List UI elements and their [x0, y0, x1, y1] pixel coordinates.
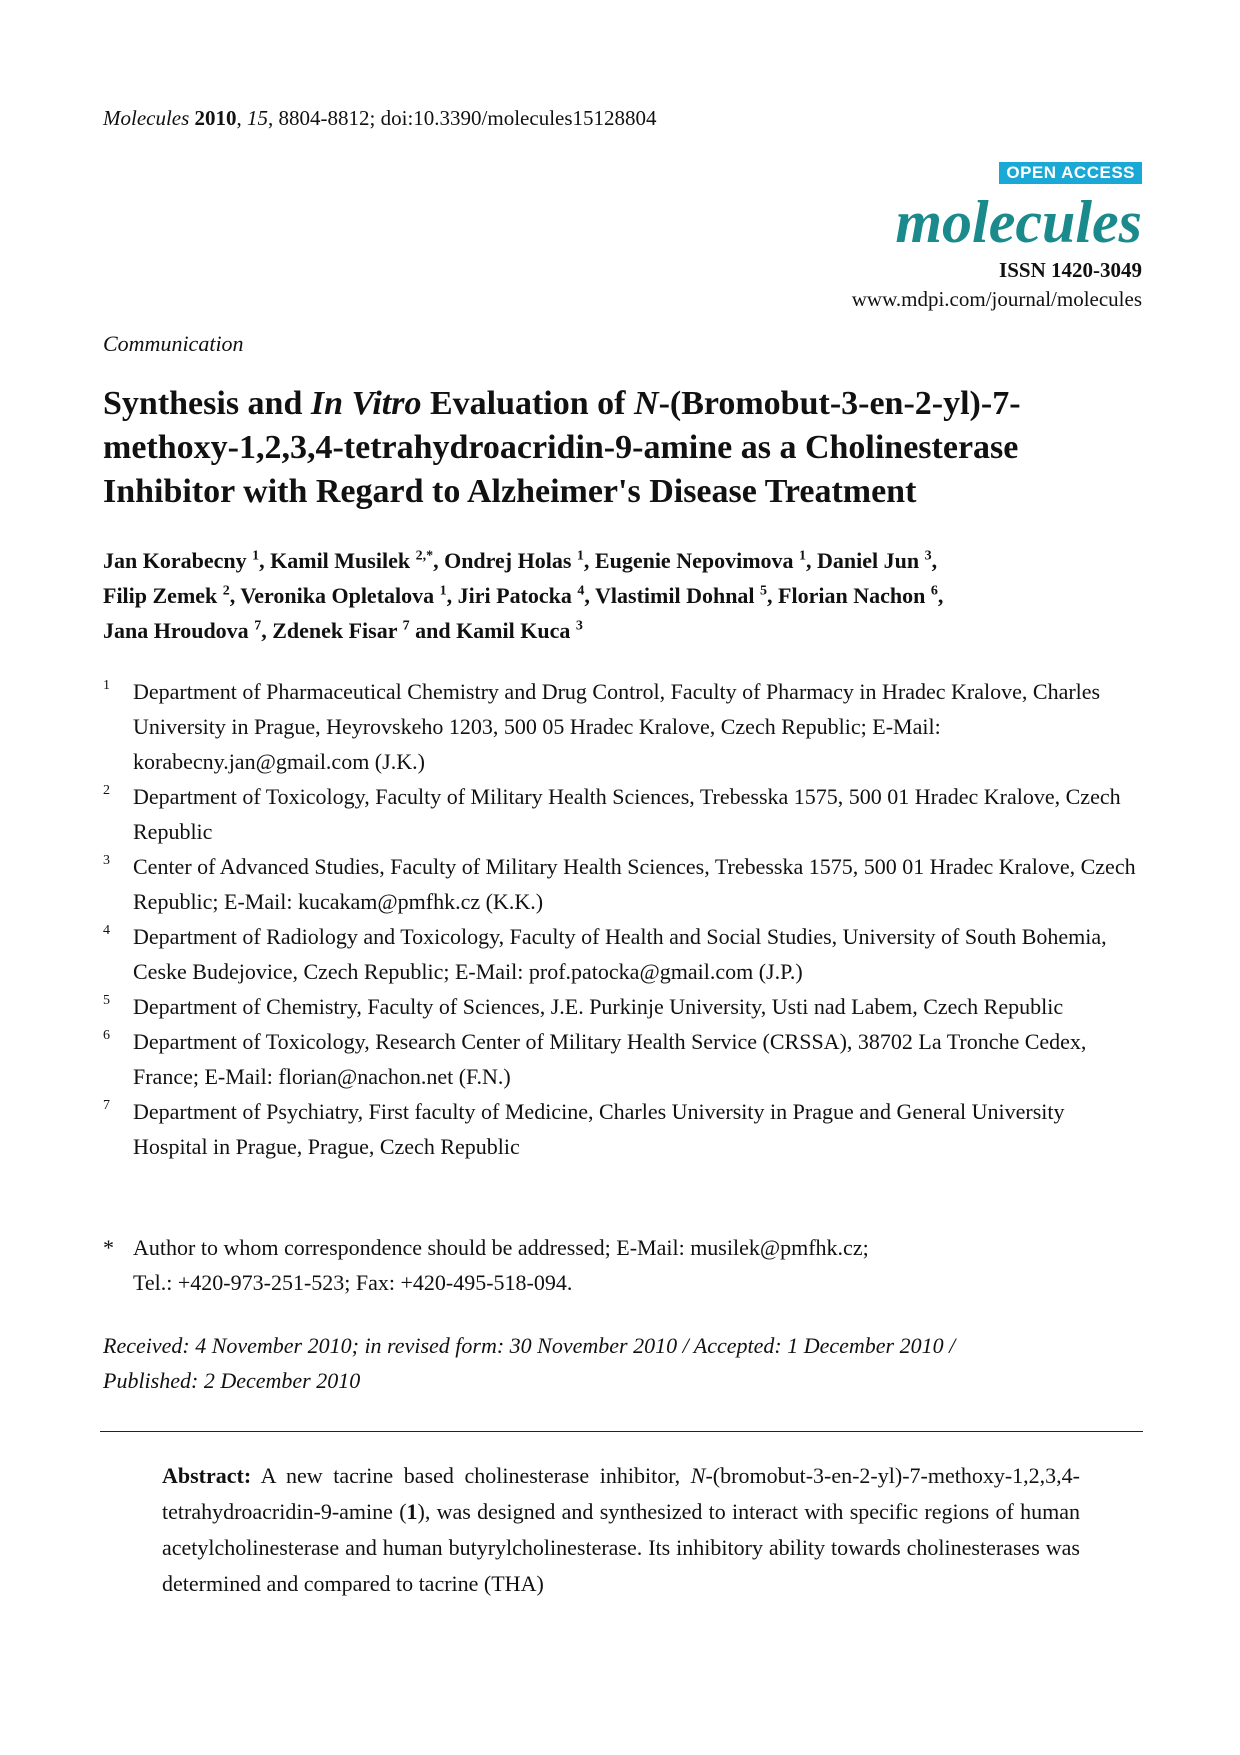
author-affiliation-marker: 7	[254, 618, 262, 634]
abstract-text: ), was designed and synthesized to interact with specific regions of human acetylcholinesterase and human butyrylcholinesterase. Its inhibitory ability towards cholinesterases was determined and compared to tacrine (THA)	[162, 1499, 1080, 1596]
affiliation-item	[103, 989, 1143, 1024]
affiliation-text: Department of Radiology and Toxicology, Faculty of Health and Social Studies, University of South Bohemia, Ceske Budejovice, Czech Republic; E-Mail: prof.patocka@gmail.com (J.P.)	[133, 924, 1107, 984]
affiliation-number: 2	[103, 783, 110, 798]
author-list	[103, 543, 1148, 648]
author-separator: ,	[806, 548, 818, 573]
author-separator: ,	[583, 548, 595, 573]
author-separator: ,	[767, 583, 779, 608]
title-part: Synthesis and	[103, 385, 311, 422]
author-name: Filip Zemek	[103, 583, 218, 608]
affiliation-number: 5	[103, 993, 110, 1008]
author-affiliation-marker: 3	[924, 548, 932, 564]
dates-line: Published: 2 December 2010	[103, 1368, 361, 1393]
title-part-italic: N	[634, 385, 659, 422]
affiliation-number: 1	[103, 678, 110, 693]
journal-name: molecules	[895, 189, 1142, 255]
title-part: Evaluation of	[421, 385, 634, 422]
article-type: Communication	[103, 331, 244, 356]
affiliation-text: Department of Toxicology, Research Center of Military Health Service (CRSSA), 38702 La Tronche Cedex, France; E-Mail: florian@nachon.net (F.N.)	[133, 1029, 1087, 1089]
affiliation-list	[103, 674, 1143, 1164]
author-separator: ,	[931, 548, 938, 573]
correspondence-star: *	[103, 1235, 114, 1260]
author-affiliation-marker: 4	[577, 583, 585, 599]
citation-rest: , 8804-8812; doi:10.3390/molecules15128804	[268, 106, 657, 130]
article-title	[103, 382, 1148, 514]
author-name: Jan Korabecny	[103, 548, 247, 573]
citation-journal: Molecules	[103, 106, 190, 130]
affiliation-text: Department of Pharmaceutical Chemistry and Drug Control, Faculty of Pharmacy in Hradec Kralove, Charles University in Prague, Heyrovskeho 1203, 500 05 Hradec Kralove, Czech Republic; E-Mail: korabecny.jan@gmail.com (J.K.)	[133, 679, 1101, 774]
open-access-badge: OPEN ACCESS	[999, 162, 1142, 184]
title-part: -(Bromobut-3-en-2-yl)-7-methoxy-1,2,3,4-tetrahydroacridin-9-amine as a Cholinesterase Inhibitor with Regard to Alzheimer's Disease Treatment	[103, 385, 1021, 510]
section-divider	[100, 1431, 1143, 1432]
abstract-text: A new tacrine based cholinesterase inhibitor,	[251, 1463, 691, 1488]
author-name: Jiri Patocka	[457, 583, 572, 608]
affiliation-text: Department of Psychiatry, First faculty of Medicine, Charles University in Prague and General University Hospital in Prague, Prague, Czech Republic	[133, 1099, 1065, 1159]
abstract	[162, 1458, 1080, 1602]
author-name: Ondrej Holas	[444, 548, 572, 573]
author-separator: ,	[584, 583, 596, 608]
affiliation-item	[103, 1094, 1143, 1164]
affiliation-item	[103, 779, 1143, 849]
correspondence-line: Tel.: +420-973-251-523; Fax: +420-495-518-094.	[133, 1270, 573, 1295]
abstract-text-italic: N	[690, 1463, 706, 1488]
citation-line: Molecules 2010, 15, 8804-8812; doi:10.3390/molecules15128804	[103, 106, 657, 130]
affiliation-number: 6	[103, 1028, 110, 1043]
author-affiliation-marker: 6	[930, 583, 938, 599]
author-affiliation-marker: 3	[575, 618, 583, 634]
affiliation-number: 3	[103, 853, 110, 868]
author-separator: ,	[937, 583, 944, 608]
journal-url[interactable]: www.mdpi.com/journal/molecules	[851, 287, 1142, 311]
affiliation-item	[103, 849, 1143, 919]
citation-year: 2010	[194, 106, 237, 130]
abstract-text: -(bromobut-3-en-2-yl)-7-methoxy-1,2,3,4-tetrahydroacridin-9-amine (	[162, 1463, 1080, 1524]
affiliation-item	[103, 919, 1143, 989]
author-separator: ,	[446, 583, 458, 608]
dates-line: Received: 4 November 2010; in revised form: 30 November 2010 / Accepted: 1 December 2010 /	[103, 1333, 956, 1358]
author-separator: ,	[261, 618, 273, 643]
abstract-compound-number: 1	[406, 1499, 418, 1524]
issn: ISSN 1420-3049	[999, 258, 1142, 282]
publication-dates	[103, 1328, 1143, 1398]
journal-masthead	[642, 162, 1142, 312]
title-part-italic: In Vitro	[310, 385, 422, 422]
author-separator: ,	[229, 583, 241, 608]
author-name: Vlastimil Dohnal	[595, 583, 755, 608]
author-affiliation-marker: 2	[222, 583, 230, 599]
author-affiliation-marker: 1	[799, 548, 807, 564]
author-name: Veronika Opletalova	[240, 583, 435, 608]
affiliation-item	[103, 1024, 1143, 1094]
author-name: Florian Nachon	[778, 583, 926, 608]
affiliation-text: Center of Advanced Studies, Faculty of Military Health Sciences, Trebesska 1575, 500 01 Hradec Kralove, Czech Republic; E-Mail: kucakam@pmfhk.cz (K.K.)	[133, 854, 1136, 914]
author-name: Jana Hroudova	[103, 618, 249, 643]
author-name: Daniel Jun	[817, 548, 920, 573]
abstract-label: Abstract:	[162, 1463, 252, 1488]
author-name: Zdenek Fisar	[272, 618, 398, 643]
author-affiliation-marker: 1	[576, 548, 584, 564]
author-name: Kamil Kuca	[456, 618, 571, 643]
correspondence-note	[103, 1230, 1173, 1300]
author-separator: ,	[259, 548, 271, 573]
author-affiliation-marker: 1	[439, 583, 447, 599]
author-affiliation-marker: 5	[760, 583, 768, 599]
author-name: Kamil Musilek	[270, 548, 411, 573]
author-separator: ,	[433, 548, 445, 573]
author-name: Eugenie Nepovimova	[594, 548, 794, 573]
author-affiliation-marker: 7	[402, 618, 410, 634]
citation-volume: 15	[247, 106, 269, 130]
author-affiliation-marker: 2,*	[415, 548, 434, 564]
affiliation-item	[103, 674, 1143, 779]
affiliation-number: 7	[103, 1098, 110, 1113]
affiliation-text: Department of Toxicology, Faculty of Military Health Sciences, Trebesska 1575, 500 01 Hradec Kralove, Czech Republic	[133, 784, 1121, 844]
affiliation-number: 4	[103, 923, 110, 938]
affiliation-text: Department of Chemistry, Faculty of Sciences, J.E. Purkinje University, Usti nad Labem, Czech Republic	[133, 994, 1064, 1019]
correspondence-line: Author to whom correspondence should be addressed; E-Mail: musilek@pmfhk.cz;	[133, 1235, 869, 1260]
author-affiliation-marker: 1	[252, 548, 260, 564]
author-separator: and	[409, 618, 457, 643]
